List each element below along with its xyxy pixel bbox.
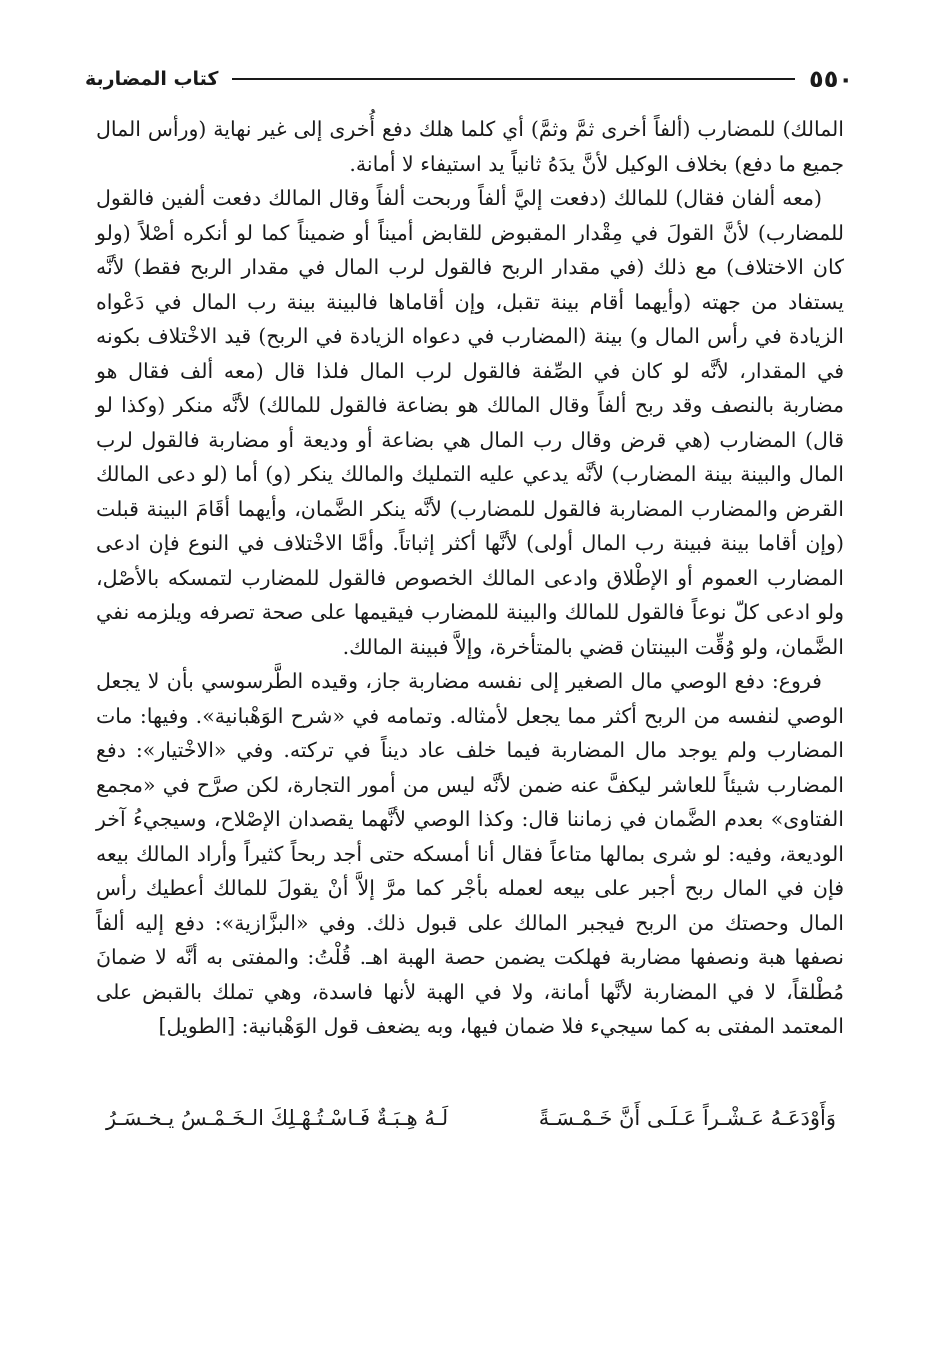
paragraph-3: فروع: دفع الوصي مال الصغير إلى نفسه مضاربة جاز، وقيده الطَّرسوسي بأن لا يجعل الوصي لنفسه من الربح أكثر مما يجعل لأمثاله. وتمامه في «شرح الوَهْبانية». وفيها: مات المضارب ولم يوجد مال المضاربة فيما خلف عاد ديناً في تركته. وفي «الاخْتيار»: دفع المضارب شيئاً للعاشر ليكفَّ عنه ضمن لأنَّه ليس من أمور التجارة، لكن صرَّح في «مجمع الفتاوى» بعدم الضَّمان في زماننا قال: وكذا الوصي لأنَّهما يقصدان الإصْلاح، وسيجيءُ آخر الوديعة، وفيه: لو شرى بمالها متاعاً فقال أنا أمسكه حتى أجد ربحاً كثيراً وأراد المالك بيعه فإن في المال ربح أجبر على بيعه لعمله بأجْر كما مرَّ إلاَّ أنْ يقولَ للمالك أعطيك رأس المال وحصتك من الربح فيجبر المالك على قبول ذلك. وفي «البزَّازية»: دفع إليه ألفاً نصفها هبة ونصفها مضاربة فهلكت يضمن حصة الهبة اهـ. قُلْتُ: والمفتى به أنَّه لا ضمانَ مُطْلقاً، لا في المضاربة لأنَّها أمانة، ولا في الهبة لأنها فاسدة، وهي تملك بالقبض على المعتمد المفتى به كما سيجيء فلا ضمان فيها، وبه يضعف قول الوَهْبانية: [الطويل] [96, 669, 844, 1038]
paragraph-1: المالك) للمضارب (ألفاً أخرى ثمَّ وثمَّ) أي كلما هلك دفع أُخرى إلى غير نهاية (ورأس المال جميع ما دفع) بخلاف الوكيل لأنَّ يدَهُ ثانياً يد استيفاء لا أمانة. [96, 117, 844, 176]
verse-second-hemistich: لَـهُ هِـبَـةٌ فَـاسْـتُـهْـلِكَ الـخَـمْـسُ يـخـسَـرُ [106, 1106, 449, 1130]
header-divider [232, 78, 795, 80]
page-header [85, 62, 853, 96]
poetry-verse [106, 1100, 836, 1136]
paragraph-2: (معه ألفان فقال) للمالك (دفعت إليَّ ألفاً وربحت ألفاً وقال المالك دفعت ألفين فالقول للمضارب) لأنَّ القولَ في مِقْدار المقبوض للقابض أميناً أو ضميناً كما لو أنكره أصْلاً (ولو كان الاختلاف) مع ذلك (في مقدار الربح فالقول لرب المال في مقدار الربح فقط) لأنَّه يستفاد من جهته (وأيهما أقام بينة تقبل، وإن أقاماها فالبينة بينة رب المال في دَعْواه الزيادة في رأس المال و) بينة (المضارب في دعواه الزيادة في الربح) قيد الاخْتلاف بكونه في المقدار، لأنَّه لو كان في الصِّفة فالقول لرب المال فلذا قال (معه ألف فقال هو مضاربة بالنصف وقد ربح ألفاً وقال المالك هو بضاعة فالقول للمالك) لأنَّه منكر (وكذا لو قال) المضارب (هي قرض وقال رب المال هي بضاعة أو وديعة أو مضاربة فالقول لرب المال والبينة بينة المضارب) لأنَّه يدعي عليه التمليك والمالك ينكر (و) أما (لو دعى المالك القرض والمضارب المضاربة فالقول للمضارب) لأنَّه ينكر الضَّمان، وأيهما أقَامَ البينة قبلت (وإن أقاما بينة فبينة رب المال أولى) لأنَّها أكثر إثباتاً. وأمَّا الاخْتلاف في النوع فإن ادعى المضارب العموم أو الإطْلاق وادعى المالك الخصوص فالقول للمضارب لتمسكه بالأصْل، ولو ادعى كلّ نوعاً فالقول للمالك والبينة للمضارب فيقيمها على صحة تصرفه ويلزمه نفي الضَّمان، ولو وُقِّت البينتان قضي بالمتأخرة، وإلاَّ فبينة المالك. [96, 186, 844, 659]
page-number: ٥٥٠ [809, 65, 853, 93]
verse-first-hemistich: وَأَوْدَعَـهُ عَـشْـراً عَـلَـى أَنَّ خَـمْـسَـةً [538, 1106, 836, 1130]
chapter-title: كتاب المضاربة [85, 68, 219, 90]
body-text [96, 112, 844, 1044]
